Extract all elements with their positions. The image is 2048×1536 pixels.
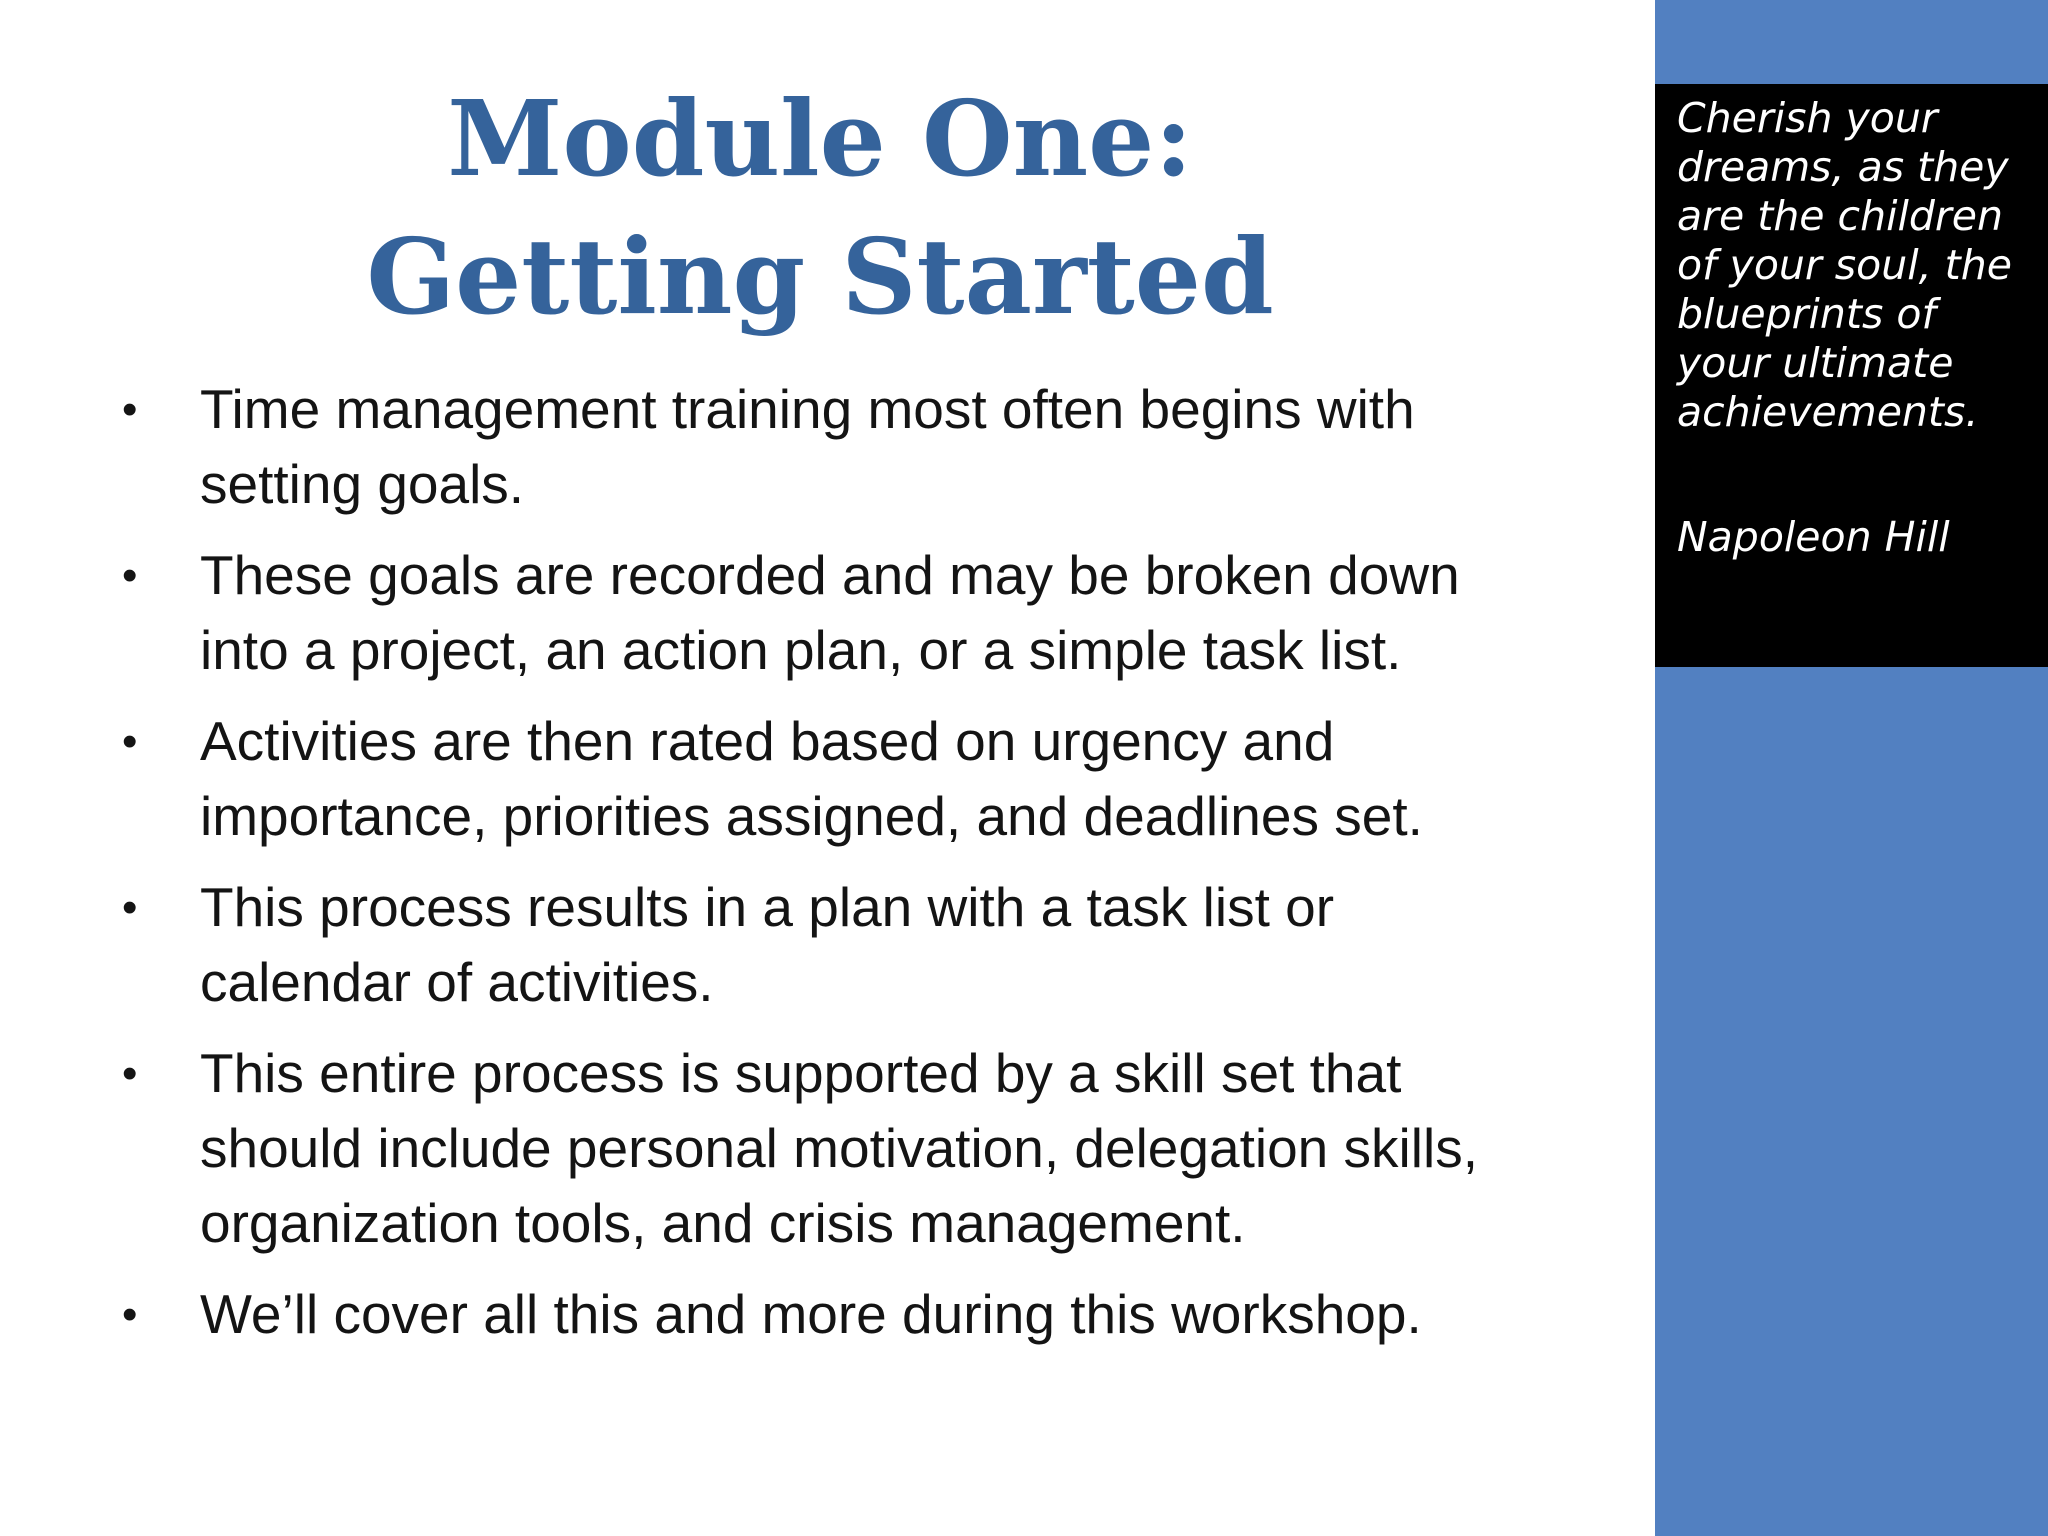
quote-box bbox=[1655, 84, 2048, 667]
bullet-text: These goals are recorded and may be broken down into a project, an action plan, or a simple task list. bbox=[200, 544, 1460, 681]
bullet-item bbox=[120, 1277, 1520, 1352]
bullet-item bbox=[120, 372, 1520, 522]
bullet-item bbox=[120, 538, 1520, 688]
bullet-dot-icon: • bbox=[122, 1290, 138, 1339]
bullet-text: This entire process is supported by a skill set that should include personal motivation, delegation skills, organization tools, and crisis management. bbox=[200, 1042, 1478, 1254]
title-line-1: Module One: bbox=[447, 77, 1193, 200]
bullet-dot-icon: • bbox=[122, 1049, 138, 1098]
bullet-dot-icon: • bbox=[122, 385, 138, 434]
bullet-text: This process results in a plan with a task list or calendar of activities. bbox=[200, 876, 1335, 1013]
bullet-item bbox=[120, 704, 1520, 854]
slide-title bbox=[300, 70, 1340, 346]
bullet-text: We’ll cover all this and more during this workshop. bbox=[200, 1283, 1422, 1345]
quote-author: Napoleon Hill bbox=[1677, 513, 1950, 561]
title-line-2: Getting Started bbox=[366, 215, 1274, 338]
bullet-dot-icon: • bbox=[122, 717, 138, 766]
bullet-list bbox=[120, 372, 1520, 1368]
bullet-text: Activities are then rated based on urgency and importance, priorities assigned, and deadlines set. bbox=[200, 710, 1423, 847]
bullet-item bbox=[120, 1036, 1520, 1261]
quote-text: Cherish your dreams, as they are the children of your soul, the blueprints of your ultimate achievements. bbox=[1677, 94, 2012, 436]
bullet-text: Time management training most often begins with setting goals. bbox=[200, 378, 1415, 515]
bullet-item bbox=[120, 870, 1520, 1020]
bullet-dot-icon: • bbox=[122, 883, 138, 932]
bullet-dot-icon: • bbox=[122, 551, 138, 600]
